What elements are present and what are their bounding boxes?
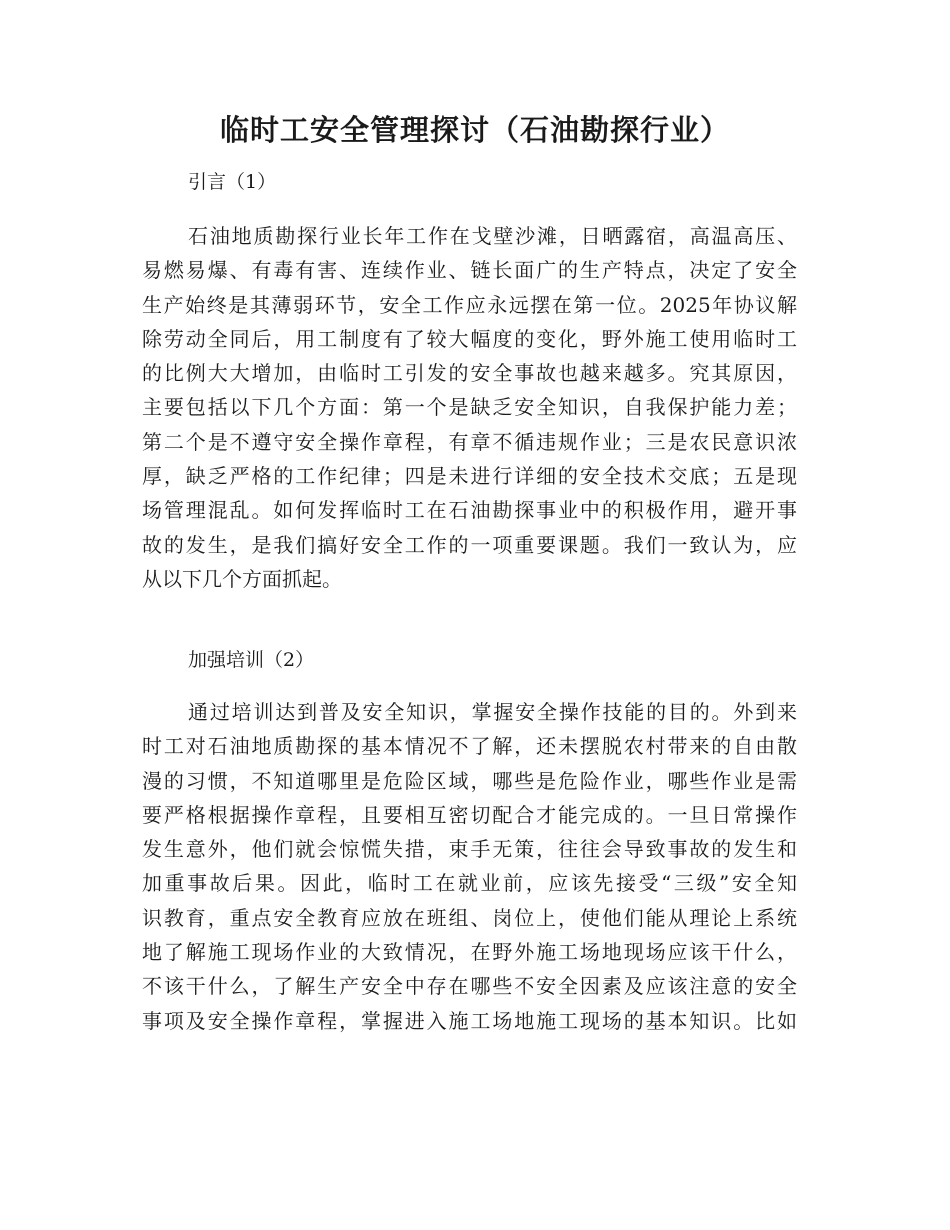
paragraph-line: 主要包括以下几个方面：第一个是缺乏安全知识，自我保护能力差；: [142, 395, 797, 420]
paragraph-line: 生产始终是其薄弱环节，安全工作应永远摆在第一位。2025年协议解: [142, 292, 797, 317]
paragraph-line: 地了解施工现场作业的大致情况，在野外施工场地现场应该干什么，: [142, 940, 797, 965]
paragraph-line: 易燃易爆、有毒有害、连续作业、链长面广的生产特点，决定了安全: [142, 258, 797, 283]
paragraph-intro: [142, 219, 797, 596]
paragraph-line: 厚，缺乏严格的工作纪律；四是未进行详细的安全技术交底；五是现: [142, 464, 797, 489]
section-heading-intro: 引言（1）: [188, 171, 277, 193]
paragraph-line: 漫的习惯，不知道哪里是危险区域，哪些是危险作业，哪些作业是需: [142, 768, 797, 793]
document-title: 临时工安全管理探讨（石油勘探行业）: [219, 113, 730, 147]
paragraph-line: 的比例大大增加，由临时工引发的安全事故也越来越多。究其原因，: [142, 361, 797, 386]
paragraph-line: 时工对石油地质勘探的基本情况不了解，还未摆脱农村带来的自由散: [142, 734, 797, 759]
paragraph-line: 事项及安全操作章程，掌握进入施工场地施工现场的基本知识。比如: [142, 1008, 797, 1033]
paragraph-line: 不该干什么，了解生产安全中存在哪些不安全因素及应该注意的安全: [142, 974, 797, 999]
paragraph-line: 通过培训达到普及安全知识，掌握安全操作技能的目的。外到来: [188, 700, 797, 724]
paragraph-line: 除劳动全同后，用工制度有了较大幅度的变化，野外施工使用临时工: [142, 326, 797, 351]
section-heading-training: 加强培训（2）: [188, 649, 315, 671]
paragraph-training: [142, 695, 797, 1038]
paragraph-line: 石油地质勘探行业长年工作在戈壁沙滩，日晒露宿，高温高压、: [188, 224, 797, 248]
paragraph-line: 场管理混乱。如何发挥临时工在石油勘探事业中的积极作用，避开事: [142, 498, 797, 523]
paragraph-line: 故的发生，是我们搞好安全工作的一项重要课题。我们一致认为，应: [142, 532, 797, 557]
paragraph-line: 第二个是不遵守安全操作章程，有章不循违规作业；三是农民意识浓: [142, 429, 797, 454]
paragraph-line: 从以下几个方面抓起。: [142, 566, 342, 591]
paragraph-line: 加重事故后果。因此，临时工在就业前，应该先接受“三级”安全知: [142, 871, 797, 896]
paragraph-line: 识教育，重点安全教育应放在班组、岗位上，使他们能从理论上系统: [142, 905, 797, 930]
paragraph-line: 发生意外，他们就会惊慌失措，束手无策，往往会导致事故的发生和: [142, 837, 797, 862]
paragraph-line: 要严格根据操作章程，且要相互密切配合才能完成的。一旦日常操作: [142, 802, 797, 827]
